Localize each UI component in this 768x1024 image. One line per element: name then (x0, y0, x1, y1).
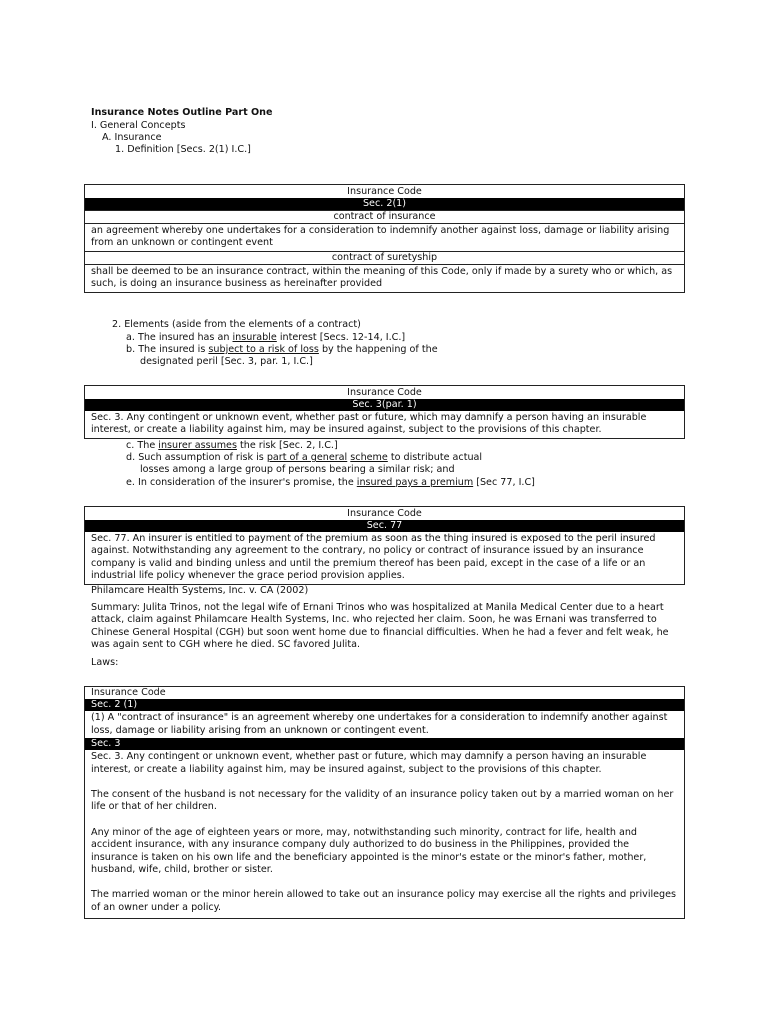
case-summary: Summary: Julita Trinos, not the legal wife of Ernani Trinos who was hospitalized at Manila Medical Center due to a heart attack, claim against Philamcare Health Systems, Inc. who rejected her claim. Soon, he was Ernani was transferred to Chinese General Hospital (CGH) but soon went home due to financial difficulties. When he had a fever and felt weak, he was again sent to CGH where he died. SC favored Julita. (91, 602, 669, 651)
term-definition: shall be deemed to be an insurance contract, within the meaning of this Code, only if made by a surety who or which, as such, is doing an insurance business as hereinafter provided (85, 264, 684, 292)
section-bar: Sec. 2(1) (85, 198, 684, 210)
element-c: c. The insurer assumes the risk [Sec. 2, I.C.] (126, 440, 338, 451)
element-d-cont: losses among a large group of persons bearing a similar risk; and (140, 464, 455, 475)
term-label: contract of suretyship (85, 251, 684, 264)
section-bar: Sec. 3(par. 1) (85, 399, 684, 411)
outline-level-1: I. General Concepts (91, 120, 186, 131)
insurance-code-box-sec77 (84, 506, 685, 585)
box-header: Insurance Code (347, 186, 422, 197)
section-text: Sec. 77. An insurer is entitled to payment of the premium as soon as the thing insured is exposed to the peril insured against. Notwithstanding any agreement to the contrary, no policy or contract of insurance issued by an insurance company is valid and binding unless and until the premium thereof has been paid, except in the case of a life or an industrial life policy whenever the grace period provision applies. (91, 533, 656, 582)
insurance-code-box-sec2 (84, 184, 685, 293)
outline-level-3: 1. Definition [Secs. 2(1) I.C.] (115, 144, 251, 155)
box-header: Insurance Code (347, 387, 422, 398)
term-label: contract of insurance (85, 210, 684, 223)
paragraph: The married woman or the minor herein allowed to take out an insurance policy may exercise all the rights and privileges of an owner under a policy. (91, 889, 677, 913)
element-e: e. In consideration of the insurer's promise, the insured pays a premium [Sec 77, I.C] (126, 477, 535, 488)
element-a: a. The insured has an insurable interest [Secs. 12-14, I.C.] (126, 332, 406, 343)
paragraph: The consent of the husband is not necessary for the validity of an insurance policy taken out by a married woman on her life or that of her children. (91, 789, 674, 813)
paragraph: Any minor of the age of eighteen years or more, may, notwithstanding such minority, contract for life, health and accident insurance, with any insurance company duly authorized to do business in the Philippines, provided the insurance is taken on his own life and the beneficiary appointed is the minor's estate or the minor's father, mother, husband, wife, child, brother or sister. (91, 826, 647, 876)
section-text: (1) A "contract of insurance" is an agreement whereby one undertakes for a consideration to indemnify another against loss, damage or liability arising from an unknown or contingent event. (91, 712, 668, 736)
laws-label: Laws: (91, 657, 119, 668)
section-bar: Sec. 77 (85, 520, 684, 532)
outline-level-2: A. Insurance (102, 132, 162, 143)
elements-heading: 2. Elements (aside from the elements of a contract) (112, 319, 361, 330)
section-bar: Sec. 3 (85, 738, 684, 750)
document-title: Insurance Notes Outline Part One (91, 107, 273, 118)
box-header: Insurance Code (347, 508, 422, 519)
term-definition: an agreement whereby one undertakes for a consideration to indemnify another against loss, damage or liability arising from an unknown or contingent event (85, 223, 684, 251)
element-d: d. Such assumption of risk is part of a general scheme to distribute actual (126, 452, 483, 463)
box-header: Insurance Code (91, 687, 166, 698)
insurance-code-box-laws (84, 686, 685, 919)
case-title: Philamcare Health Systems, Inc. v. CA (2002) (91, 585, 309, 596)
element-b: b. The insured is subject to a risk of loss by the happening of the (126, 344, 438, 355)
insurance-code-box-sec3 (84, 385, 685, 439)
paragraph: Sec. 3. Any contingent or unknown event, whether past or future, which may damnify a person having an insurable interest, or create a liability against him, may be insured against, subject to the provisions of this chapter. (91, 751, 647, 775)
element-b-cont: designated peril [Sec. 3, par. 1, I.C.] (140, 356, 313, 367)
section-text: Sec. 3. Any contingent or unknown event, whether past or future, which may damnify a person having an insurable interest, or create a liability against him, may be insured against, subject to the provisions of this chapter. (91, 412, 647, 436)
section-bar: Sec. 2 (1) (85, 699, 684, 711)
section-paragraphs (85, 750, 684, 918)
